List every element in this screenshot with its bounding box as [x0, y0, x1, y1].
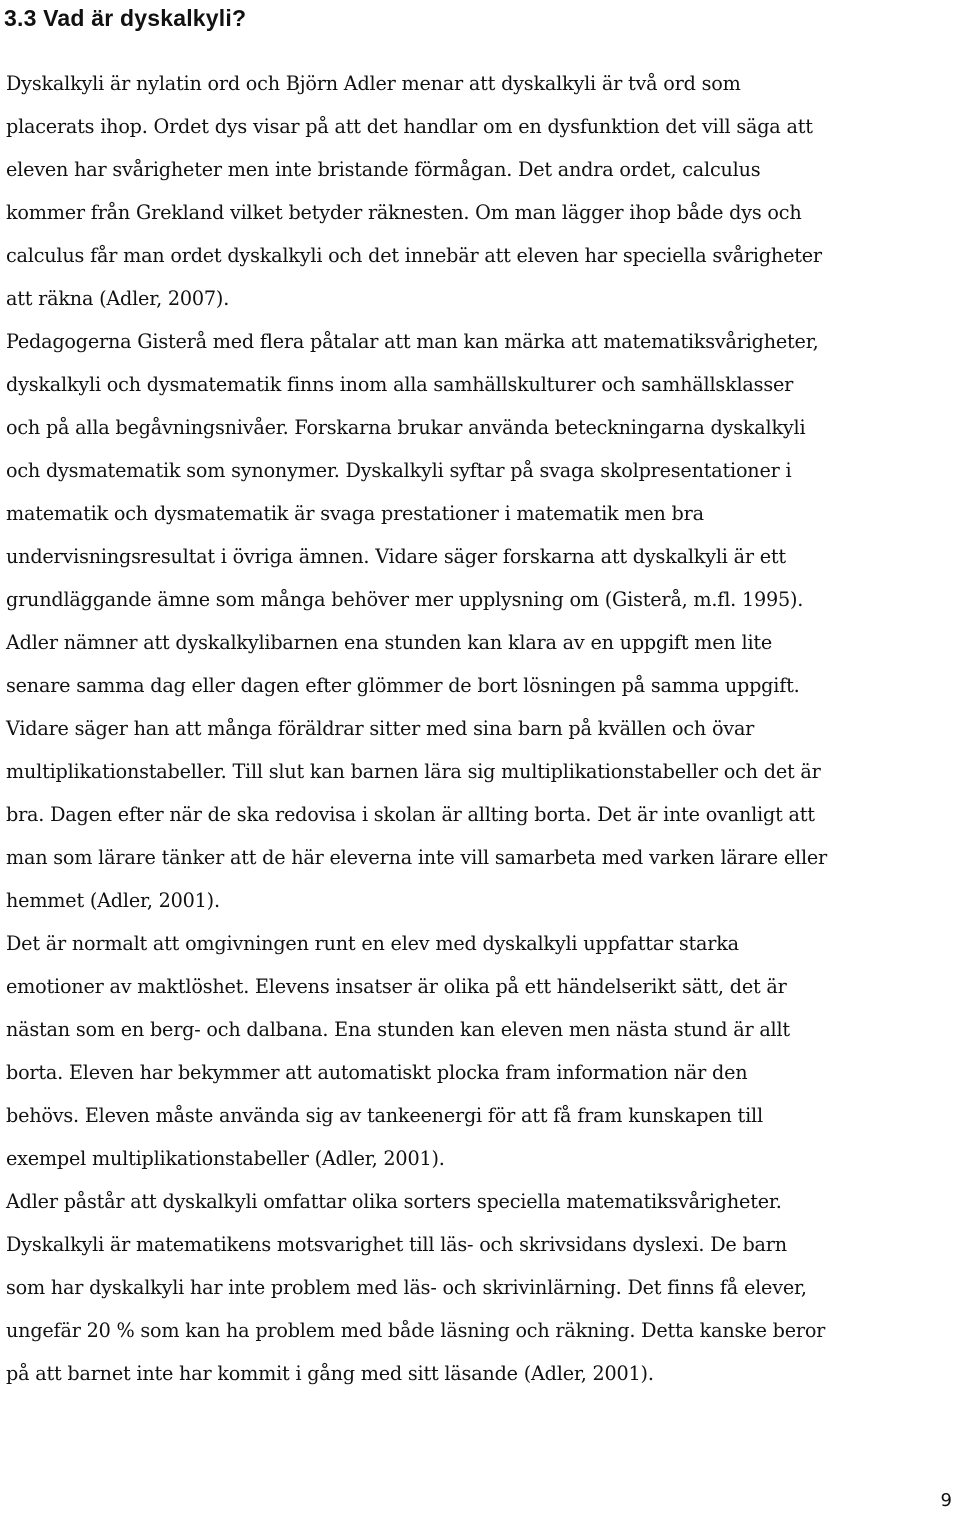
text-line: Pedagogerna Gisterå med flera påtalar att man kan märka att matematiksvårigheter,: [6, 330, 819, 353]
text-line: emotioner av maktlöshet. Elevens insatser är olika på ett händelserikt sätt, det är: [6, 975, 787, 998]
text-line: behövs. Eleven måste använda sig av tankeenergi för att få fram kunskapen till: [6, 1104, 763, 1127]
text-line: borta. Eleven har bekymmer att automatiskt plocka fram information när den: [6, 1061, 748, 1084]
paragraph-5: [6, 1180, 956, 1395]
text-line: Dyskalkyli är matematikens motsvarighet till läs- och skrivsidans dyslexi. De barn: [6, 1233, 787, 1256]
page-number: 9: [940, 1490, 952, 1511]
text-line: matematik och dysmatematik är svaga prestationer i matematik men bra: [6, 502, 704, 525]
text-line: dyskalkyli och dysmatematik finns inom alla samhällskulturer och samhällsklasser: [6, 373, 794, 396]
text-line: hemmet (Adler, 2001).: [6, 889, 220, 912]
text-line: man som lärare tänker att de här eleverna inte vill samarbeta med varken lärare eller: [6, 846, 828, 869]
text-line: undervisningsresultat i övriga ämnen. Vidare säger forskarna att dyskalkyli är ett: [6, 545, 786, 568]
text-line: och dysmatematik som synonymer. Dyskalkyli syftar på svaga skolpresentationer i: [6, 459, 792, 482]
text-line: Det är normalt att omgivningen runt en elev med dyskalkyli uppfattar starka: [6, 932, 739, 955]
text-line: Vidare säger han att många föräldrar sitter med sina barn på kvällen och övar: [6, 717, 755, 740]
text-line: senare samma dag eller dagen efter glömmer de bort lösningen på samma uppgift.: [6, 674, 800, 697]
text-line: att räkna (Adler, 2007).: [6, 287, 230, 310]
text-line: grundläggande ämne som många behöver mer upplysning om (Gisterå, m.fl. 1995).: [6, 588, 804, 611]
text-line: exempel multiplikationstabeller (Adler, 2001).: [6, 1147, 445, 1170]
text-line: Adler påstår att dyskalkyli omfattar olika sorters speciella matematiksvårigheter.: [6, 1190, 782, 1213]
text-line: calculus får man ordet dyskalkyli och det innebär att eleven har speciella svårigheter: [6, 244, 822, 267]
text-line: placerats ihop. Ordet dys visar på att det handlar om en dysfunktion det vill säga att: [6, 115, 813, 138]
paragraph-1: [6, 62, 956, 320]
document-body: [6, 62, 956, 1395]
text-line: nästan som en berg- och dalbana. Ena stunden kan eleven men nästa stund är allt: [6, 1018, 790, 1041]
text-line: ungefär 20 % som kan ha problem med både läsning och räkning. Detta kanske beror: [6, 1319, 826, 1342]
paragraph-4: [6, 922, 956, 1180]
text-line: bra. Dagen efter när de ska redovisa i skolan är allting borta. Det är inte ovanligt att: [6, 803, 815, 826]
text-line: eleven har svårigheter men inte bristande förmågan. Det andra ordet, calculus: [6, 158, 761, 181]
text-line: Adler nämner att dyskalkylibarnen ena stunden kan klara av en uppgift men lite: [6, 631, 773, 654]
text-line: och på alla begåvningsnivåer. Forskarna brukar använda beteckningarna dyskalkyli: [6, 416, 806, 439]
text-line: på att barnet inte har kommit i gång med sitt läsande (Adler, 2001).: [6, 1362, 654, 1385]
paragraph-3: [6, 621, 956, 922]
text-line: kommer från Grekland vilket betyder räknesten. Om man lägger ihop både dys och: [6, 201, 802, 224]
text-line: som har dyskalkyli har inte problem med läs- och skrivinlärning. Det finns få elever,: [6, 1276, 807, 1299]
text-line: multiplikationstabeller. Till slut kan barnen lära sig multiplikationstabeller och det är: [6, 760, 821, 783]
text-line: Dyskalkyli är nylatin ord och Björn Adler menar att dyskalkyli är två ord som: [6, 72, 741, 95]
section-heading: 3.3 Vad är dyskalkyli?: [4, 5, 247, 31]
paragraph-2: [6, 320, 956, 621]
